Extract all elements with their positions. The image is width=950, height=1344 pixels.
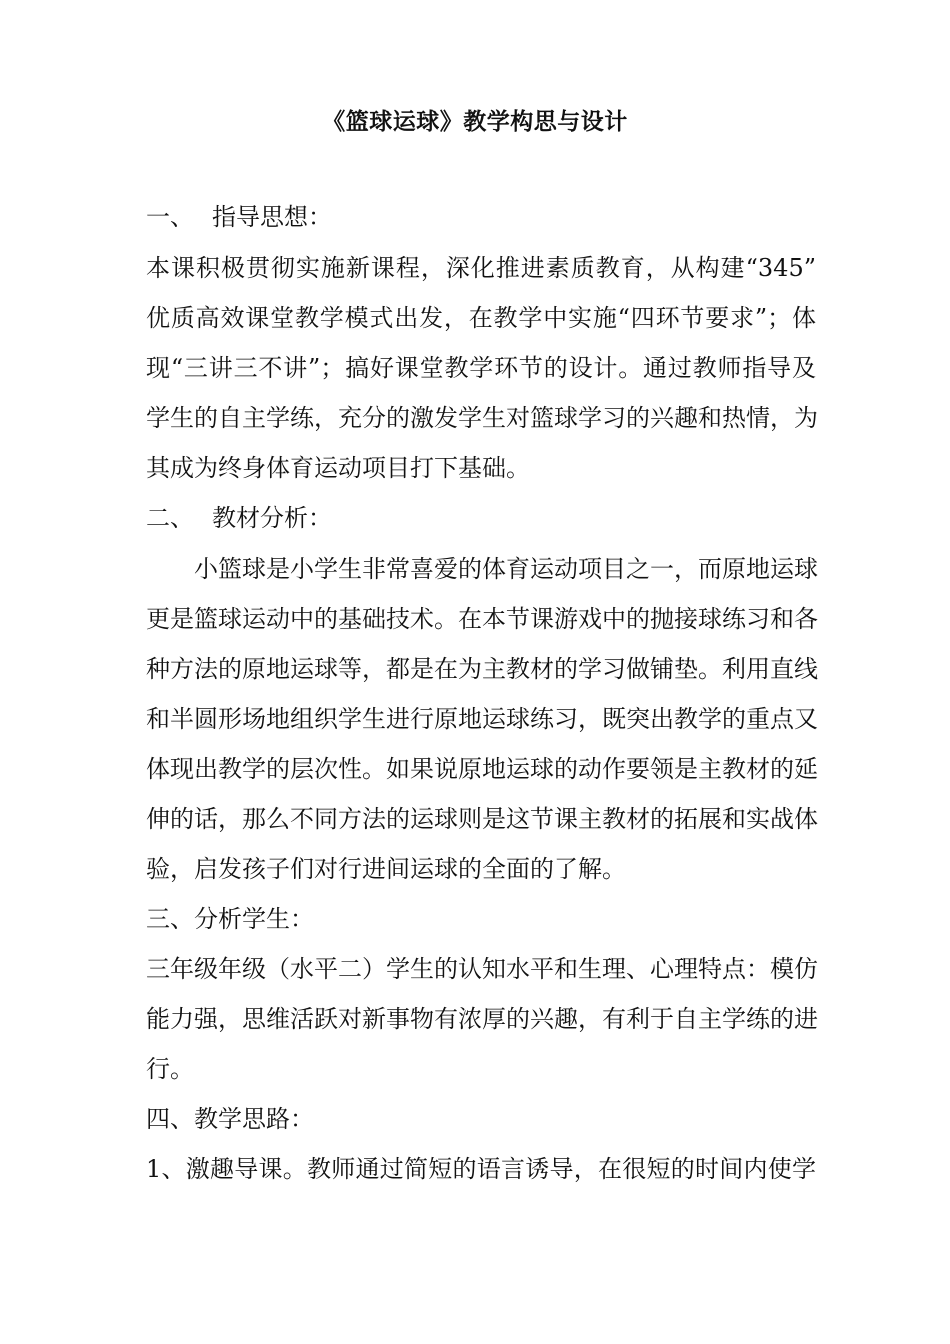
section-number-1: 一、 bbox=[146, 203, 194, 231]
paragraph-line: 能力强，思维活跃对新事物有浓厚的兴趣，有利于自主学练的进 bbox=[146, 1005, 818, 1033]
paragraph-line: 种方法的原地运球等，都是在为主教材的学习做铺垫。利用直线 bbox=[146, 655, 818, 683]
paragraph-line: 学生的自主学练，充分的激发学生对篮球学习的兴趣和热情，为 bbox=[146, 404, 818, 432]
paragraph-line: 和半圆形场地组织学生进行原地运球练习，既突出教学的重点又 bbox=[146, 705, 818, 733]
section-heading-4: 四、教学思路： bbox=[146, 1105, 314, 1133]
paragraph-line: 其成为终身体育运动项目打下基础。 bbox=[146, 454, 530, 482]
section-title-1: 指导思想： bbox=[212, 203, 332, 231]
section-heading-3: 三、分析学生： bbox=[146, 905, 314, 933]
paragraph-line: 行。 bbox=[146, 1055, 194, 1083]
paragraph-line: 优质高效课堂教学模式出发，在教学中实施“四环节要求”；体 bbox=[146, 304, 816, 332]
paragraph-line: 验，启发孩子们对行进间运球的全面的了解。 bbox=[146, 855, 626, 883]
paragraph-line: 伸的话，那么不同方法的运球则是这节课主教材的拓展和实战体 bbox=[146, 805, 818, 833]
paragraph-line: 小篮球是小学生非常喜爱的体育运动项目之一，而原地运球 bbox=[194, 555, 818, 583]
section-title-2: 教材分析： bbox=[212, 504, 332, 532]
section-number-2: 二、 bbox=[146, 504, 194, 532]
document-title: 《篮球运球》教学构思与设计 bbox=[322, 108, 628, 135]
paragraph-line: 本课积极贯彻实施新课程，深化推进素质教育，从构建“345” bbox=[146, 254, 816, 282]
section-heading-1 bbox=[146, 203, 816, 231]
paragraph-line: 现“三讲三不讲”；搞好课堂教学环节的设计。通过教师指导及 bbox=[146, 354, 816, 382]
paragraph-line: 三年级年级（水平二）学生的认知水平和生理、心理特点：模仿 bbox=[146, 955, 818, 983]
section-heading-2 bbox=[146, 504, 816, 532]
paragraph-line: 1、激趣导课。教师通过简短的语言诱导，在很短的时间内使学 bbox=[146, 1155, 816, 1183]
paragraph-line: 体现出教学的层次性。如果说原地运球的动作要领是主教材的延 bbox=[146, 755, 818, 783]
paragraph-line: 更是篮球运动中的基础技术。在本节课游戏中的抛接球练习和各 bbox=[146, 605, 818, 633]
